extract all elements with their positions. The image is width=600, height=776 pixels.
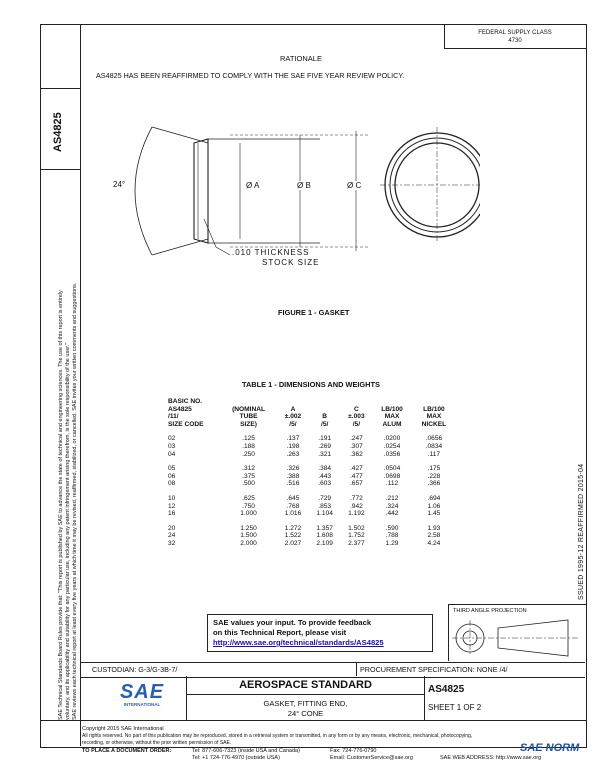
cell-alum: .788 [385,532,399,540]
cell-alum: .0356 [383,450,401,458]
doc-title-line2: 24° CONE [287,709,324,718]
table-row [166,443,456,451]
cell-tube-size: .500 [242,480,255,488]
cell-alum: .0504 [383,465,401,473]
header-b: B /5/ [321,413,329,428]
thickness-label-2: STOCK SIZE [262,258,320,267]
footer-rights: All rights reserved. No part of this publication may be reproduced, stored in a retrieval system or transmitted, in any form or by any means, electronic, mechanical, photocopying, [82,733,473,739]
cell-nickel: 1.93 [427,524,441,532]
table-row [166,480,456,488]
cell-c: .307 [349,442,363,450]
cell-size-code: 32 [168,539,176,547]
cell-a: 1.522 [284,532,302,540]
cell-alum: .442 [385,510,399,518]
notice-line-1: SAE Technical Standards Board Rules provide that: "This report is published by SAE to advance the state of technical and engineering sciences. The use of this report is entirely [58,290,64,720]
supply-class-box [444,24,586,49]
cell-a: 1.272 [284,524,302,532]
cell-size-code: 06 [168,472,176,480]
cell-b: 2.109 [316,539,333,547]
custodian-text: CUSTODIAN: G-3/G-3B-7/ [92,665,178,674]
cell-tube-size: .250 [242,450,255,458]
cell-alum: .590 [385,524,399,532]
cell-tube-size: .375 [242,472,255,480]
cell-c: .247 [349,435,363,443]
sae-logo [112,682,172,707]
footer-email: Email: CustomerService@sae.org [330,755,413,761]
procurement-text: PROCUREMENT SPECIFICATION: NONE /4/ [360,665,508,674]
cell-b: .191 [318,435,332,443]
side-doc-number: AS4825 [52,112,64,152]
table-row [166,532,456,540]
dim-b-label: Ø B [297,181,311,190]
table-row [166,503,456,511]
group-spacer [166,488,456,495]
doc-title-line1: GASKET, FITTING END, [263,699,348,708]
sheet-number: SHEET 1 OF 2 [428,703,482,712]
cell-b: .269 [318,442,332,450]
group-spacer-cell [166,488,456,495]
footer-copyright: Copyright 2015 SAE International [82,726,164,732]
standard-underline [187,694,424,695]
cell-c: .477 [349,472,363,480]
cell-alum: .0200 [383,435,401,443]
group-spacer-cell [166,458,456,465]
cell-a: .768 [286,502,300,510]
cell-tube-size: 1.250 [240,524,257,532]
cell-a: .137 [286,435,300,443]
angle-label: 24° [113,180,126,189]
cone-edge-bottom [152,239,208,255]
projection-label: THIRD ANGLE PROJECTION [453,608,527,614]
cell-c: .362 [349,450,363,458]
cell-a: 1.016 [284,510,302,518]
cell-c: 1.192 [348,510,365,518]
cell-b: 1.357 [316,524,333,532]
cell-tube-size: 1.500 [240,532,257,540]
cell-c: 1.502 [348,524,365,532]
cell-a: .198 [286,442,300,450]
cell-b: .384 [318,465,332,473]
cell-nickel: .175 [427,465,441,473]
cell-size-code: 08 [168,480,176,488]
dim-c-label: Ø C [347,181,362,190]
cell-b: .321 [318,450,332,458]
cell-c: 1.752 [348,532,365,540]
cell-tube-size: .625 [242,494,255,502]
group-spacer [166,458,456,465]
cell-nickel: .0834 [425,442,443,450]
cell-a: .645 [286,494,300,502]
header-alum: LB/100 MAX ALUM [381,405,403,428]
cell-alum: .0254 [383,442,401,450]
cell-c: 2.377 [348,539,365,547]
cell-a: 2.027 [284,539,302,547]
table-body [166,428,456,547]
cell-b: 1.608 [316,532,333,540]
cell-tube-size: 2.000 [240,539,257,547]
cell-size-code: 05 [168,465,176,473]
cell-nickel: 2.58 [427,532,441,540]
rationale-text: AS4825 HAS BEEN REAFFIRMED TO COMPLY WITH THE SAE FIVE YEAR REVIEW POLICY. [96,71,405,80]
cell-alum: 1.29 [385,539,399,547]
angle-arc [135,127,152,255]
cell-a: .326 [286,465,300,473]
third-angle-projection-icon [448,616,585,660]
thickness-label-1: .010 THICKNESS [232,248,310,257]
table-row [166,451,456,459]
cell-alum: .0698 [383,472,401,480]
cell-b: .729 [318,494,332,502]
header-nickel: LB/100 MAX NICKEL [421,405,447,428]
cell-nickel: .694 [427,494,441,502]
issue-reaffirm-stamp: SSUED 1995-12 REAFFIRMED 2015-04 [578,463,585,600]
table-row [166,540,456,548]
cell-size-code: 20 [168,524,176,532]
rationale-heading: RATIONALE [280,54,322,63]
cell-tube-size: .188 [242,442,255,450]
cell-nickel: .0656 [425,435,443,443]
dim-a-label: Ø A [246,181,260,190]
cell-size-code: 24 [168,532,176,540]
cell-alum: .324 [385,502,399,510]
sae-norm-watermark: SAE NORM [520,742,580,754]
footer-tel-2: Tel: +1 724-776-4970 (outside USA) [192,755,280,761]
cell-alum: .212 [385,494,399,502]
gasket-profile [194,139,208,243]
cell-size-code: 03 [168,442,176,450]
dimensions-table [166,398,456,548]
group-spacer [166,518,456,525]
cell-nickel: .366 [427,480,441,488]
notice-line-3: SAE reviews each technical report at least every five years at which time it may be revised, reaffirmed, stabilized, or cancelled. SAE invites your written comments and suggestions. [72,282,78,720]
cell-a: .263 [286,450,300,458]
feedback-box [207,614,433,652]
cell-nickel: 1.45 [427,510,441,518]
feedback-line-2: on this Technical Report, please visit [213,628,347,637]
feedback-link[interactable]: http://www.sae.org/technical/standards/AS4825 [213,638,384,647]
table-title: TABLE 1 - DIMENSIONS AND WEIGHTS [242,380,380,389]
title-block-number-divider [424,676,425,720]
title-block-bottom [40,720,586,721]
cell-b: .853 [318,502,332,510]
header-tube-size: (NOMINAL TUBE SIZE) [232,405,266,428]
standard-label: AEROSPACE STANDARD [239,679,372,691]
figure-caption: FIGURE 1 - GASKET [278,308,350,317]
group-spacer [166,428,456,435]
custodian-divider [356,662,357,676]
cell-b: .443 [318,472,332,480]
cell-nickel: 4.24 [427,539,441,547]
notice-line-2: voluntary, and its applicability and suitability for any particular use, including any patent infringement arising therefrom, is the sole responsibility of the user." [65,342,71,720]
sae-logo-text: SAE [119,681,165,703]
header-a: A ±.002 /5/ [284,405,302,428]
cell-size-code: 10 [168,494,176,502]
cell-size-code: 02 [168,435,176,443]
doc-number: AS4825 [428,684,465,695]
table-row [166,495,456,503]
table-row [166,435,456,443]
cell-size-code: 04 [168,450,176,458]
cone-edge-top [152,127,208,143]
table-row [166,525,456,533]
footer-rights-2: recording, or otherwise, without the prior written permission of SAE. [82,740,232,746]
footer-tel: Tel: 877-606-7323 (inside USA and Canada) [192,748,300,754]
group-spacer-cell [166,518,456,525]
header-size-code: BASIC NO. AS4825 /11/ SIZE CODE [168,398,204,428]
table-row [166,465,456,473]
table-row [166,510,456,518]
cell-a: .516 [286,480,300,488]
cell-tube-size: .750 [242,502,255,510]
cell-size-code: 16 [168,510,176,518]
cell-nickel: 1.06 [427,502,441,510]
cell-tube-size: .125 [242,435,255,443]
cell-nickel: .228 [427,472,441,480]
left-margin-divider [80,24,81,746]
supply-class-line2: 4730 [508,38,522,44]
footer-web[interactable]: SAE WEB ADDRESS: http://www.sae.org [440,755,542,761]
group-spacer-cell [166,428,456,435]
cell-size-code: 12 [168,502,176,510]
supply-class-line1: FEDERAL SUPPLY CLASS [478,30,552,36]
cell-b: 1.104 [316,510,333,518]
cell-c: .427 [349,465,363,473]
cell-c: .942 [349,502,363,510]
footer-fax: Fax: 724-776-0790 [330,748,377,754]
feedback-line-1: SAE values your input. To provide feedback [213,618,372,627]
cell-c: .772 [349,494,363,502]
cell-c: .657 [349,480,363,488]
header-c: C ±.003 /5/ [348,405,365,428]
footer-order-label: TO PLACE A DOCUMENT ORDER: [82,748,172,754]
cell-b: .603 [318,480,332,488]
table-row [166,473,456,481]
cell-tube-size: .312 [242,465,255,473]
sae-logo-sub: INTERNATIONAL [123,702,161,707]
cell-a: .388 [286,472,300,480]
cell-tube-size: 1.000 [240,510,257,518]
cell-alum: .112 [385,480,399,488]
cell-nickel: .117 [427,450,441,458]
table-header-row [166,398,456,428]
